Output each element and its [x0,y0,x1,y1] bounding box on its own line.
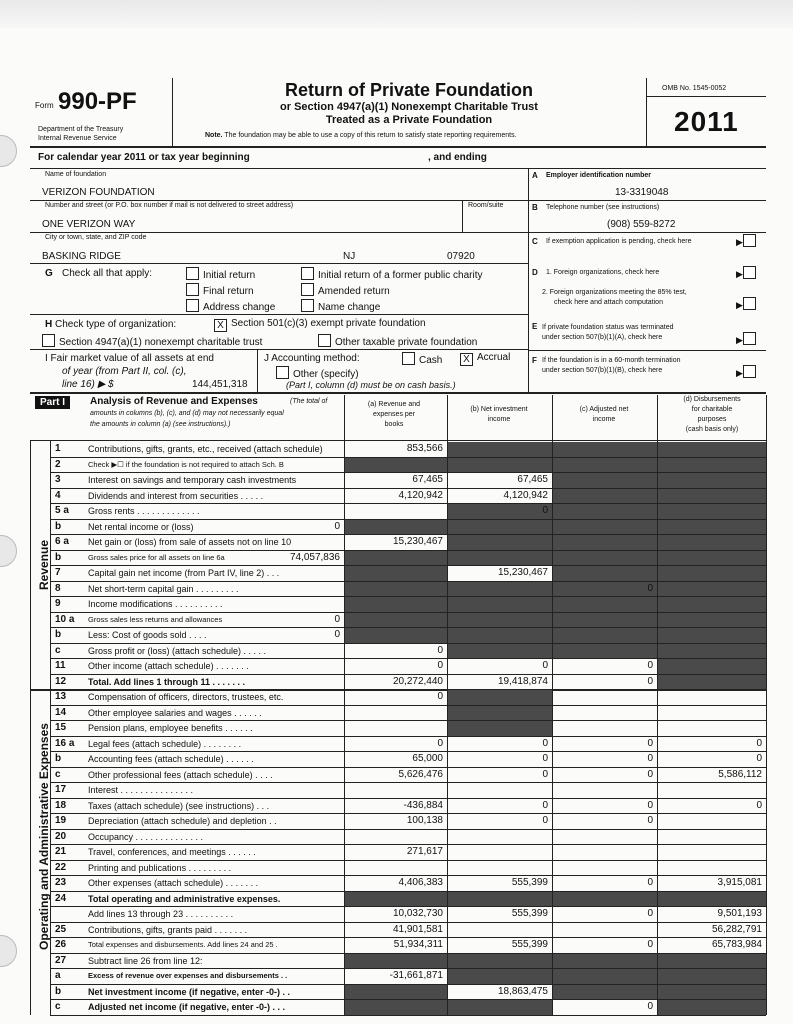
amount-col-c: 0 [647,675,653,687]
shaded-cell [345,985,447,1000]
omb-number: OMB No. 1545-0052 [662,85,727,92]
line-number: c [55,768,61,780]
line-number: 17 [55,784,67,795]
final-return-checkbox[interactable] [186,283,199,296]
e-text-2: under section 507(b)(1)(A), check here [542,334,663,341]
shaded-cell [553,985,657,1000]
shaded-cell [448,458,552,473]
shaded-cell [658,628,766,643]
amount-col-b: 555,399 [511,939,548,950]
line-number: c [55,1001,61,1012]
line-description: Total operating and administrative expenses. [88,893,281,904]
b-label: B [532,203,538,212]
shaded-cell [658,566,766,581]
line-description: Occupancy . . . . . . . . . . . . . . [88,831,204,842]
line-description: Other professional fees (attach schedule) . . . . [88,769,273,780]
amount-col-d: 0 [756,737,762,749]
shaded-cell [345,551,447,566]
amount-col-d: 0 [756,753,762,764]
punch-hole-3 [0,935,17,967]
line-number: 14 [55,706,67,718]
city-label: City or town, state, and ZIP code [45,234,147,241]
shaded-cell [553,613,657,628]
shaded-cell [448,892,552,907]
col-d-header: (d) Disbursements for charitable purposes (cash basis only) [683,396,741,433]
h-other-label: Other taxable private foundation [335,337,478,348]
foundation-name: VERIZON FOUNDATION [42,187,155,198]
shaded-cell [553,520,657,535]
amount-col-a: 65,000 [412,753,443,764]
part-badge: Part I [35,396,70,409]
phone-value: (908) 559-8272 [607,219,676,230]
line-number: 3 [55,474,61,485]
amount-col-a: 100,138 [406,815,443,826]
line-description: Gross rents . . . . . . . . . . . . . [88,506,200,516]
i-line3: line 16) ▶ $ [62,379,114,390]
shaded-cell [345,597,447,612]
form-subtitle2: Treated as a Private Foundation [325,114,493,126]
h-501c3-checkbox[interactable]: X [214,319,227,332]
line-number: 10 a [55,613,75,625]
note-label: Note. [205,132,223,139]
name-label: Name of foundation [45,171,107,178]
line-number: 16 a [55,737,75,749]
line-number: 26 [55,939,67,950]
expense-side-label: Operating and Administrative Expenses [37,723,51,950]
line-number: 2 [55,458,61,470]
amount-col-d: 65,783,984 [711,939,762,950]
i-line2: of year (from Part II, col. (c), [62,366,187,377]
shaded-cell [553,582,657,597]
shaded-cell [345,520,447,535]
line-number: b [55,551,62,563]
shaded-cell [553,892,657,907]
amount-col-a: 51,934,311 [393,939,443,950]
shaded-cell [448,628,552,643]
amount-col-d: 5,586,112 [718,768,762,780]
c-checkbox[interactable] [743,234,756,247]
amount-col-b: 555,399 [511,908,548,919]
amount-col-a: 0 [437,737,443,749]
city-value: BASKING RIDGE [42,251,121,262]
line-number: 20 [55,830,67,842]
part-title-note: (The total of [290,398,328,405]
a-label: A [532,171,538,180]
amount-col-d: 0 [756,799,762,811]
initial-former-checkbox[interactable] [301,267,314,280]
line-number: 5 a [55,505,69,516]
line-description: Gross profit or (loss) (attach schedule) . . . . . [88,645,267,656]
shaded-cell [448,582,552,597]
amount-col-a: 20,272,440 [392,675,443,687]
line-description: Taxes (attach schedule) (see instructions) . . . [88,800,270,811]
amount-col-b: 18,863,475 [497,985,548,997]
state-value: NJ [343,251,356,262]
shaded-cell [658,597,766,612]
col-b-header: (b) Net investment income [470,406,528,423]
e-checkbox[interactable] [743,332,756,345]
ein-value: 13-3319048 [615,187,669,198]
j-line1: J Accounting method: [264,353,360,364]
shaded-cell [448,520,552,535]
line-number: 22 [55,861,67,873]
d-label: D [532,268,538,277]
line-number: 23 [55,877,67,888]
shaded-cell [345,892,447,907]
e-label: E [532,322,538,331]
shaded-cell [553,489,657,504]
line-description: Interest on savings and temporary cash investments [88,475,297,485]
amount-col-c: 0 [647,753,653,764]
shaded-cell [345,566,447,581]
line-number: b [55,629,62,640]
g-text: Check all that apply: [62,268,153,279]
amount-col-b: 0 [542,768,548,780]
line-number: b [55,520,62,532]
amount-col-c: 0 [647,737,653,749]
amount-col-b: 15,230,467 [497,567,548,578]
shaded-cell [448,597,552,612]
line-description: Net gain or (loss) from sale of assets not on line 10 [88,537,292,547]
shaded-cell [553,535,657,550]
accrual-label: Accrual [477,352,511,363]
amount-col-c: 0 [647,799,653,811]
amended-return-label: Amended return [318,286,390,297]
shaded-cell [448,1000,552,1015]
shaded-cell [448,535,552,550]
g-label: G [45,268,53,279]
line-number: 1 [55,443,61,454]
amount-col-c: 0 [647,815,653,826]
line-description: Interest . . . . . . . . . . . . . . . [88,785,194,795]
tax-year: 2011 [674,106,739,137]
amount-col-a: 67,465 [412,474,443,485]
form-prefix: Form [35,101,54,110]
b-text: Telephone number (see instructions) [546,204,660,211]
shaded-cell [658,985,766,1000]
line-description: Capital gain net income (from Part IV, line 2) . . . [88,568,280,578]
amount-col-b: 4,120,942 [503,489,548,501]
other-method-label: Other (specify) [293,369,359,380]
other-method-checkbox[interactable] [276,366,289,379]
dept-line1: Department of the Treasury [38,126,124,133]
c-text: If exemption application is pending, check here [546,238,692,245]
shaded-cell [448,551,552,566]
shaded-cell [448,442,552,457]
line-number: 15 [55,722,67,733]
amount-col-c: 0 [647,908,653,919]
amount-col-a: -436,884 [403,799,443,811]
cash-checkbox[interactable] [402,352,415,365]
street-label: Number and street (or P.O. box number if mail is not delivered to street address) [45,202,294,209]
shaded-cell [345,628,447,643]
a-text: Employer identification number [546,172,652,179]
shaded-cell [658,458,766,473]
room-label: Room/suite [468,202,504,209]
d2-text-a: 2. Foreign organizations meeting the 85% test, [542,289,687,296]
shaded-cell [553,473,657,488]
d1-text: 1. Foreign organizations, check here [546,269,660,276]
cash-label: Cash [419,355,443,366]
part-sub2: the amounts in column (a) (see instructions).) [90,421,231,428]
amount-col-b: 0 [542,737,548,749]
line-number: 11 [55,660,66,671]
amount-col-b: 0 [542,753,548,764]
part-sub1: amounts in columns (b), (c), and (d) may not necessarily equal [90,410,284,417]
zip-value: 07920 [447,251,475,262]
inline-amount: 0 [334,613,340,625]
amount-col-a: 0 [437,644,443,656]
accrual-checkbox[interactable]: X [460,353,473,366]
inline-amount: 0 [334,520,340,532]
line-description: Total expenses and disbursements. Add lines 24 and 25 . [88,940,278,949]
f-text-2: under section 507(b)(1)(B), check here [542,367,663,374]
amount-col-d: 56,282,791 [711,923,762,935]
line-number: 18 [55,799,67,811]
line-number: 25 [55,923,67,935]
line-description: Accounting fees (attach schedule) . . . . . . [88,754,254,764]
amount-col-a: 4,406,383 [398,877,443,888]
line-number: 8 [55,582,61,594]
line-description: Gross sales price for all assets on line 6a [88,552,225,562]
address-change-checkbox[interactable] [186,299,199,312]
form-page: Form 990-PF Department of the Treasury Internal Revenue Service Return of Private Foundation or Section 4947(a)(1) Nonexempt Charitable Trust Treated as a Private Foundation Note. The foundation may be able to use a copy of this return to satisfy state reporting requirements. OMB No. 1545-0052 2011 For calendar year 2011 or tax year beginning , and ending Name of foundation VERIZON FOUNDATION Number and street (or P.O. box number if mail is not delivered to street address) Room/suite ONE VERIZON WAY City or town, state, and ZIP code BASKING RIDGE NJ 07920 A Employer identification number 13-3319048 B Telephone number (see instructions) (908) 559-8272 C If exemption application is pending, check here ▶ D 1. Foreign organizations, check here ▶ 2. Foreign organizations meeting the 85% test, check here and attach computation ▶ E If private foundation status was terminated under section 507(b)(1)(A), check here ▶ F If the foundation is in a 60-month termination under section 507(b)(1)(B), check here ▶ G Check all that apply: Initial return Initial return of a former public charity Final return Amended return Address change Name change H Check type of organization: X Section 501(c)(3) exempt private foundation Section 4947(a)(1) nonexempt charitable trust Other taxable private foundation I Fair market value of all assets at end of year (from Part II, col. (c), line 16) ▶ $ 144,451,318 J Accounting method: Cash X Accrual Other (specify) (Part I, column (d) must be on cash basis.) Part I Analysis of Revenue and Expenses (The total of amounts in columns (b), (c), and (d) may not necessarily equal the amounts in column (a) (see instructions).) (a) Revenue and expenses per books (b) Net investment income (c) Adjusted net income (d) Disbursements for charitable purposes (cash basis only) Revenue Operating and Administrative Expenses 1 Contributions, gifts, grants, etc., received (attach schedule) 853,566 2 Check ▶☐ if the foundation is not required to attach Sch. B 3 Interest on savings and temporary cash investments 67,465 67,465 4 Dividends and interest from securities . . . . . 4,120,942 4,120,942 5 a Gross rents . . . . . . . . . . . . . 0 b Net rental income or (loss) 0 6 a Net gain or (loss) from sale of assets not on line 10 15,230,467 b Gross sales price for all assets on line 6a 74,057,836 7 Capital gain net income (from Part IV, line 2) . . . 15,230,467 8 Net short-term capital gain . . . . . . . . . 0 9 Income modifications . . . . . . . . . . 10 a Gross sales less returns and allowances 0 b Less: Cost of goods sold . . . . 0 c Gross profit or (loss) (attach schedule) . . . . . 0 11 Other income (attach schedule) . . . . . . . 0 0 0 12 Total. Add lines 1 through 11 . . . . . . . 20,272,440 19,418,874 0 13 Compensation of officers, directors, trustees, etc. 0 14 Other employee salaries and wages . . . . . . 15 Pension plans, employee benefits . . . . . . 16 a Legal fees (attach schedule) . . . . . . . . 0 0 0 0 b Accounting fees (attach schedule) . . . . . . 65,000 0 0 0 c Other professional fees (attach schedule) . . . . 5,626,476 0 0 5,586,112 17 Interest . . . . . . . . . . . . . . . 18 Taxes (attach schedule) (see instructions) . . . -436,884 0 0 0 19 Depreciation (attach schedule) and depletion . . 100,138 0 0 20 Occupancy . . . . . . . . . . . . . . 21 Travel, conferences, and meetings . . . . . . 271,617 22 Printing and publications . . . . . . . . . 23 Other expenses (attach schedule) . . . . . . . 4,406,383 555,399 0 3,915,081 24 Total operating and administrative expenses. Add lines 13 through 23 . . . . . . . . . . 10,032,730 555,399 0 9,501,193 25 Contributions, gifts, grants paid . . . . . . . 41,901,581 56,282,791 26 Total expenses and disbursements. Add lines 24 and 25 . 51,934,311 555,399 0 65,783,984 27 Subtract line 26 from line 12: a Excess of revenue over expenses and disbursements . . -31,661,871 b Net investment income (if negative, enter -0-) . . 18,863,475 c Adjusted net income (if negative, enter -0-) . . . 0 [0,0,793,1024]
c-label: C [532,237,538,246]
amount-col-a: 10,032,730 [392,908,443,919]
line-number: 12 [55,675,67,687]
initial-return-label: Initial return [203,270,256,281]
line-description: Income modifications . . . . . . . . . . [88,599,223,609]
shaded-cell [345,1000,447,1015]
line-number: b [55,753,62,764]
line-number: 7 [55,567,61,578]
line-description: Less: Cost of goods sold . . . . [88,630,207,640]
line-description: Check ▶☐ if the foundation is not required to attach Sch. B [88,459,284,469]
line-number: 4 [55,489,61,501]
amount-col-b: 555,399 [511,877,548,888]
shaded-cell [448,613,552,628]
fmv-value: 144,451,318 [192,379,248,390]
shaded-cell [658,520,766,535]
shaded-cell [658,969,766,984]
line-description: Other expenses (attach schedule) . . . . . . . [88,878,259,888]
col-c-header: (c) Adjusted net income [579,406,629,423]
line-description: Add lines 13 through 23 . . . . . . . . . . [88,909,234,919]
line-number: 9 [55,598,61,609]
shaded-cell [658,551,766,566]
amount-col-a: 271,617 [406,846,443,857]
calendar-line: For calendar year 2011 or tax year beginning [38,152,250,163]
amount-col-b: 0 [542,815,548,826]
h-4947-checkbox[interactable] [42,334,55,347]
amount-col-b: 0 [542,505,548,516]
shaded-cell [658,535,766,550]
shaded-cell [658,582,766,597]
d2-text-b: check here and attach computation [554,299,663,306]
line-number: c [55,644,61,656]
line-number: 24 [55,892,67,904]
shaded-cell [553,969,657,984]
shaded-cell [658,675,766,690]
line-description: Gross sales less returns and allowances [88,614,223,624]
line-number: a [55,970,61,981]
line-description: Net rental income or (loss) [88,521,194,532]
amount-col-b: 67,465 [517,474,548,485]
i-line1: I Fair market value of all assets at end [45,353,214,364]
revenue-side-label: Revenue [37,539,51,590]
amended-return-checkbox[interactable] [301,283,314,296]
amount-col-c: 0 [647,660,653,671]
shaded-cell [658,644,766,659]
line-number: 27 [55,954,67,966]
inline-amount: 0 [334,629,340,640]
shaded-cell [448,706,552,721]
shaded-cell [553,504,657,519]
line-description: Excess of revenue over expenses and disbursements . . [88,971,288,980]
amount-col-c: 0 [647,939,653,950]
line-number: b [55,985,62,997]
line-number: 6 a [55,536,69,547]
h-501c3-label: Section 501(c)(3) exempt private foundation [231,318,426,329]
shaded-cell [658,442,766,457]
line-description: Travel, conferences, and meetings . . . . . . [88,847,256,857]
col-a-header: (a) Revenue and expenses per books [367,401,421,428]
initial-former-label: Initial return of a former public charity [318,270,483,281]
j-note: (Part I, column (d) must be on cash basis.) [286,380,456,390]
form-number: 990-PF [58,88,137,115]
amount-col-b: 0 [542,660,548,671]
punch-hole-1 [0,135,17,167]
scan-top-edge [0,0,793,28]
initial-return-checkbox[interactable] [186,267,199,280]
f-checkbox[interactable] [743,365,756,378]
line-description: Legal fees (attach schedule) . . . . . . . . [88,738,242,749]
d2-checkbox[interactable] [743,297,756,310]
d1-checkbox[interactable] [743,266,756,279]
line-description: Total. Add lines 1 through 11 . . . . . . . [88,676,246,687]
line-description: Adjusted net income (if negative, enter -0-) . . . [88,1002,286,1012]
line-number: 21 [55,846,67,857]
shaded-cell [658,473,766,488]
h-other-checkbox[interactable] [318,334,331,347]
shaded-cell [658,892,766,907]
amount-col-c: 0 [647,768,653,780]
line-description: Subtract line 26 from line 12: [88,955,203,966]
shaded-cell [553,551,657,566]
note-text: The foundation may be able to use a copy of this return to satisfy state reporting requirements. [224,132,517,139]
f-label: F [532,356,537,365]
shaded-cell [345,458,447,473]
amount-col-b: 19,418,874 [497,675,548,687]
shaded-cell [658,489,766,504]
amount-col-d: 9,501,193 [717,908,762,919]
final-return-label: Final return [203,286,254,297]
shaded-cell [448,954,552,969]
address-change-label: Address change [203,302,276,313]
shaded-cell [345,582,447,597]
amount-col-c: 0 [647,1001,653,1012]
name-change-checkbox[interactable] [301,299,314,312]
shaded-cell [448,644,552,659]
amount-col-a: -31,661,871 [389,970,443,981]
shaded-cell [658,659,766,674]
shaded-cell [553,458,657,473]
shaded-cell [345,613,447,628]
shaded-cell [345,954,447,969]
h-text: Check type of organization: [55,319,177,330]
inline-amount: 74,057,836 [289,551,340,563]
amount-col-a: 0 [437,691,443,702]
line-description: Compensation of officers, directors, trustees, etc. [88,692,284,702]
amount-col-a: 4,120,942 [398,489,443,501]
and-ending: , and ending [428,152,487,163]
amount-col-a: 41,901,581 [392,923,443,935]
name-change-label: Name change [318,302,381,313]
e-text-1: If private foundation status was terminated [542,324,674,331]
line-description: Contributions, gifts, grants, etc., received (attach schedule) [88,444,323,454]
dept-line2: Internal Revenue Service [38,135,117,142]
line-description: Dividends and interest from securities . . . . . [88,490,264,501]
line-number: 13 [55,691,67,702]
line-description: Net short-term capital gain . . . . . . . . . [88,583,239,594]
amount-col-a: 15,230,467 [392,536,443,547]
amount-col-c: 0 [647,582,653,594]
amount-col-a: 853,566 [406,443,443,454]
shaded-cell [658,1000,766,1015]
form-subtitle1: or Section 4947(a)(1) Nonexempt Charitable Trust [280,101,538,113]
line-description: Contributions, gifts, grants paid . . . . . . . [88,924,248,935]
line-number: 19 [55,815,67,826]
shaded-cell [658,613,766,628]
shaded-cell [658,504,766,519]
line-description: Printing and publications . . . . . . . . . [88,862,232,873]
h-4947-label: Section 4947(a)(1) nonexempt charitable trust [59,337,263,348]
amount-col-d: 3,915,081 [717,877,762,888]
amount-col-a: 0 [437,660,443,671]
shaded-cell [553,442,657,457]
line-description: Pension plans, employee benefits . . . . . . [88,723,253,733]
amount-col-b: 0 [542,799,548,811]
shaded-cell [448,721,552,736]
line-description: Net investment income (if negative, enter -0-) . . [88,986,291,997]
shaded-cell [553,954,657,969]
line-description: Other income (attach schedule) . . . . . . . [88,661,249,671]
shaded-cell [448,504,552,519]
shaded-cell [553,644,657,659]
amount-col-c: 0 [647,877,653,888]
shaded-cell [553,628,657,643]
part-title: Analysis of Revenue and Expenses [90,396,258,407]
line-description: Depreciation (attach schedule) and depletion . . [88,816,277,826]
shaded-cell [448,969,552,984]
shaded-cell [658,954,766,969]
shaded-cell [448,690,552,705]
f-text-1: If the foundation is in a 60-month termination [542,357,681,364]
shaded-cell [553,597,657,612]
line-description: Other employee salaries and wages . . . . . . [88,707,262,718]
h-label: H [45,319,53,330]
form-title: Return of Private Foundation [284,80,533,100]
amount-col-a: 5,626,476 [398,768,443,780]
punch-hole-2 [0,535,17,567]
shaded-cell [553,566,657,581]
street-value: ONE VERIZON WAY [42,219,136,230]
